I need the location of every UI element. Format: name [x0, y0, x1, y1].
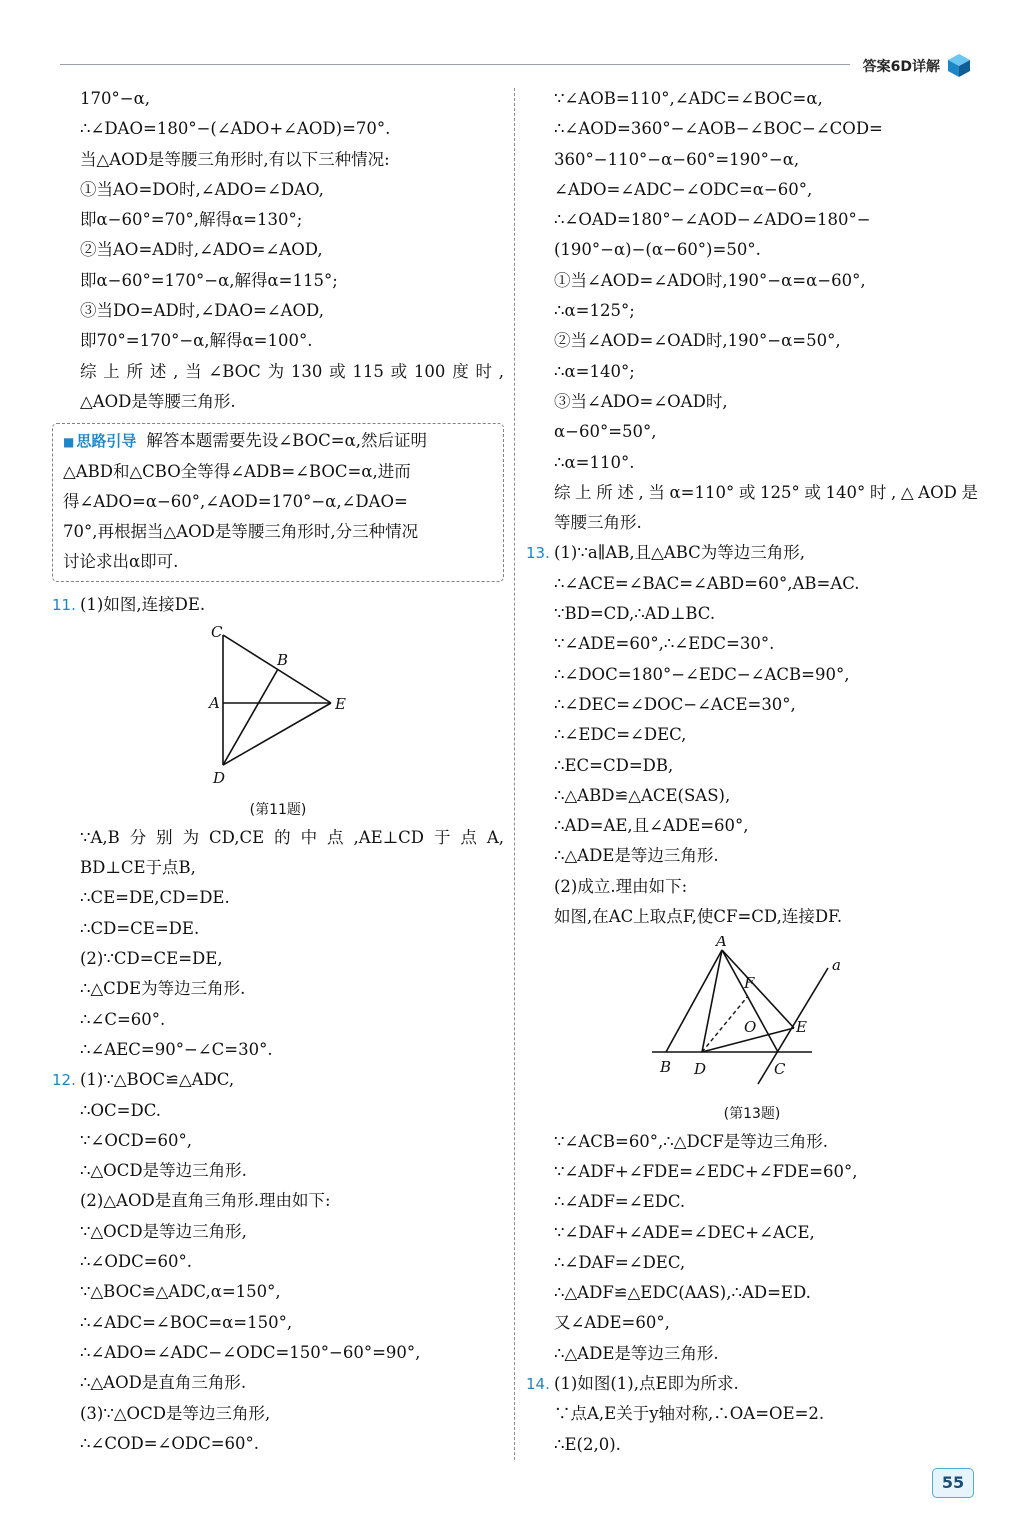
cube-logo-icon — [946, 52, 972, 78]
tip-line: 70°,再根据当△AOD是等腰三角形时,分三种情况 — [63, 522, 419, 542]
left-column — [52, 84, 504, 1459]
header-rule — [60, 64, 850, 65]
text-line: △AOD是等腰三角形. — [80, 391, 236, 411]
text-line: (2)成立.理由如下: — [554, 876, 688, 896]
text-line: ∵∠ADF+∠FDE=∠EDC+∠FDE=60°, — [554, 1161, 858, 1181]
text-line: 综上所述,当∠BOC为130或115或100度时, — [80, 361, 504, 381]
label-a: A — [716, 936, 727, 951]
triangle-cde-diagram — [203, 625, 353, 785]
text-line: ∴∠ADC=∠BOC=α=150°, — [80, 1312, 293, 1332]
tip-label: 思路引导 — [76, 432, 137, 451]
text-line: ∵BD=CD,∴AD⊥BC. — [554, 604, 716, 624]
tip-marker-icon: ■ — [63, 435, 75, 450]
label-e: E — [796, 1018, 807, 1037]
text-line: (1)如图,连接DE. — [80, 595, 206, 615]
label-b: B — [277, 650, 289, 669]
text-line: ∴α=125°; — [554, 301, 635, 321]
text-line: ∴△ADF≌△EDC(AAS),∴AD=ED. — [554, 1283, 811, 1303]
tip-box — [52, 423, 504, 582]
text-line: ∴△AOD是直角三角形. — [80, 1373, 247, 1393]
text-line: ∴∠DAF=∠DEC, — [554, 1252, 686, 1272]
text-line: ∴∠ADF=∠EDC. — [554, 1192, 686, 1212]
text-line: ∵A,B分别为CD,CE的中点,AE⊥CD于点A, — [80, 827, 504, 847]
text-line: (1)∵△BOC≌△ADC, — [80, 1070, 235, 1090]
page-number: 55 — [932, 1468, 974, 1498]
text-line: ①当AO=DO时,∠ADO=∠DAO, — [80, 179, 324, 199]
text-line: 即α−60°=170°−α,解得α=115°; — [80, 270, 338, 290]
figure-q13 — [526, 936, 978, 1098]
text-line: 如图,在AC上取点F,使CF=CD,连接DF. — [554, 907, 843, 927]
figure-q11 — [52, 625, 504, 795]
text-line: ∴△ADE是等边三角形. — [554, 1343, 719, 1363]
text-line: 又∠ADE=60°, — [554, 1313, 670, 1333]
label-d: D — [694, 1060, 707, 1079]
text-line: ∵∠ADE=60°,∴∠EDC=30°. — [554, 634, 775, 654]
text-line: ∴∠OAD=180°−∠AOD−∠ADO=180°− — [554, 210, 871, 230]
text-line: ∴∠DOC=180°−∠EDC−∠ACB=90°, — [554, 664, 850, 684]
tip-line: 得∠ADO=α−60°,∠AOD=170°−α,∠DAO= — [63, 492, 408, 512]
tip-line: 讨论求出α即可. — [63, 552, 179, 572]
text-line: ∵∠AOB=110°,∠ADC=∠BOC=α, — [554, 89, 823, 108]
text-line: 综上所述,当α=110°或125°或140°时,△AOD是 — [554, 482, 978, 502]
text-line: BD⊥CE于点B, — [80, 858, 196, 878]
text-line: ③当∠ADO=∠OAD时, — [554, 391, 728, 411]
label-a: A — [209, 693, 220, 712]
text-line: 等腰三角形. — [554, 513, 642, 533]
text-line: ∴CE=DE,CD=DE. — [80, 888, 230, 908]
text-line: ∵△OCD是等边三角形, — [80, 1221, 247, 1241]
text-line: ∴E(2,0). — [554, 1434, 621, 1454]
equilateral-triangle-diagram — [652, 936, 852, 1088]
text-line: ∴EC=CD=DB, — [554, 755, 674, 775]
text-line: ∴∠ACE=∠BAC=∠ABD=60°,AB=AC. — [554, 573, 860, 593]
text-line: ③当DO=AD时,∠DAO=∠AOD, — [80, 301, 324, 321]
label-f: F — [744, 974, 755, 993]
text-line: ∵点A,E关于y轴对称,∴OA=OE=2. — [554, 1404, 825, 1424]
text-line: ∴∠ODC=60°. — [80, 1252, 193, 1272]
text-line: ∴OC=DC. — [80, 1100, 161, 1120]
text-line: ∴△OCD是等边三角形. — [80, 1161, 247, 1181]
right-column — [526, 84, 978, 1460]
label-c: C — [211, 624, 223, 641]
text-line: ①当∠AOD=∠ADO时,190°−α=α−60°, — [554, 270, 866, 290]
text-line: ∴CD=CE=DE. — [80, 918, 200, 938]
figure-caption: (第13题) — [723, 1105, 781, 1122]
text-line: 即α−60°=70°,解得α=130°; — [80, 210, 303, 230]
label-d: D — [213, 768, 226, 785]
text-line: ∵∠OCD=60°, — [80, 1130, 193, 1150]
label-e: E — [335, 694, 346, 713]
header-label: 答案6D详解 — [862, 59, 940, 75]
text-line: 170°−α, — [80, 89, 150, 108]
label-line-a: a — [832, 956, 841, 975]
text-line: 当△AOD是等腰三角形时,有以下三种情况: — [80, 149, 390, 169]
label-b: B — [660, 1058, 672, 1077]
text-line: ②当AO=AD时,∠ADO=∠AOD, — [80, 240, 323, 260]
text-line: (190°−α)−(α−60°)=50°. — [554, 240, 761, 260]
text-line: ∴∠AOD=360°−∠AOB−∠BOC−∠COD= — [554, 119, 883, 139]
text-line: ∴∠AEC=90°−∠C=30°. — [80, 1039, 273, 1059]
text-line: ∵∠ACB=60°,∴△DCF是等边三角形. — [554, 1131, 829, 1151]
text-line: 360°−110°−α−60°=190°−α, — [554, 149, 800, 169]
text-line: (1)∵a∥AB,且△ABC为等边三角形, — [554, 543, 806, 563]
text-line: ∴∠ADO=∠ADC−∠ODC=150°−60°=90°, — [80, 1342, 421, 1362]
text-line: ∴α=140°; — [554, 361, 635, 381]
text-line: ∴∠C=60°. — [80, 1009, 166, 1029]
text-line: (2)△AOD是直角三角形.理由如下: — [80, 1191, 331, 1211]
text-line: ∴∠EDC=∠DEC, — [554, 725, 687, 745]
figure-caption: (第11题) — [249, 801, 307, 818]
text-line: ∴△CDE为等边三角形. — [80, 979, 246, 999]
text-line: ∴∠DEC=∠DOC−∠ACE=30°, — [554, 694, 796, 714]
text-line: α−60°=50°, — [554, 422, 657, 442]
text-line: ∠ADO=∠ADC−∠ODC=α−60°, — [554, 179, 813, 199]
text-line: ∴△ABD≌△ACE(SAS), — [554, 785, 731, 805]
text-line: ∴△ADE是等边三角形. — [554, 846, 719, 866]
text-line: ∴α=110°. — [554, 452, 635, 472]
question-number: 12. — [52, 1071, 76, 1090]
tip-line: 解答本题需要先设∠BOC=α,然后证明 — [146, 431, 427, 451]
text-line: (1)如图(1),点E即为所求. — [554, 1373, 739, 1393]
label-o: O — [744, 1018, 757, 1037]
text-line: ∵∠DAF+∠ADE=∠DEC+∠ACE, — [554, 1222, 815, 1242]
label-c: C — [774, 1060, 786, 1079]
text-line: 即70°=170°−α,解得α=100°. — [80, 331, 313, 351]
text-line: (2)∵CD=CE=DE, — [80, 949, 223, 969]
text-line: ∴AD=AE,且∠ADE=60°, — [554, 816, 749, 836]
question-number: 13. — [526, 544, 550, 563]
text-line: ∴∠DAO=180°−(∠ADO+∠AOD)=70°. — [80, 119, 391, 139]
text-line: ∴∠COD=∠ODC=60°. — [80, 1433, 260, 1453]
column-divider — [514, 88, 515, 1460]
text-line: ②当∠AOD=∠OAD时,190°−α=50°, — [554, 331, 841, 351]
question-number: 14. — [526, 1374, 550, 1393]
text-line: ∵△BOC≌△ADC,α=150°, — [80, 1282, 281, 1302]
question-number: 11. — [52, 596, 76, 615]
text-line: (3)∵△OCD是等边三角形, — [80, 1403, 271, 1423]
tip-line: △ABD和△CBO全等得∠ADB=∠BOC=α,进而 — [63, 462, 411, 482]
